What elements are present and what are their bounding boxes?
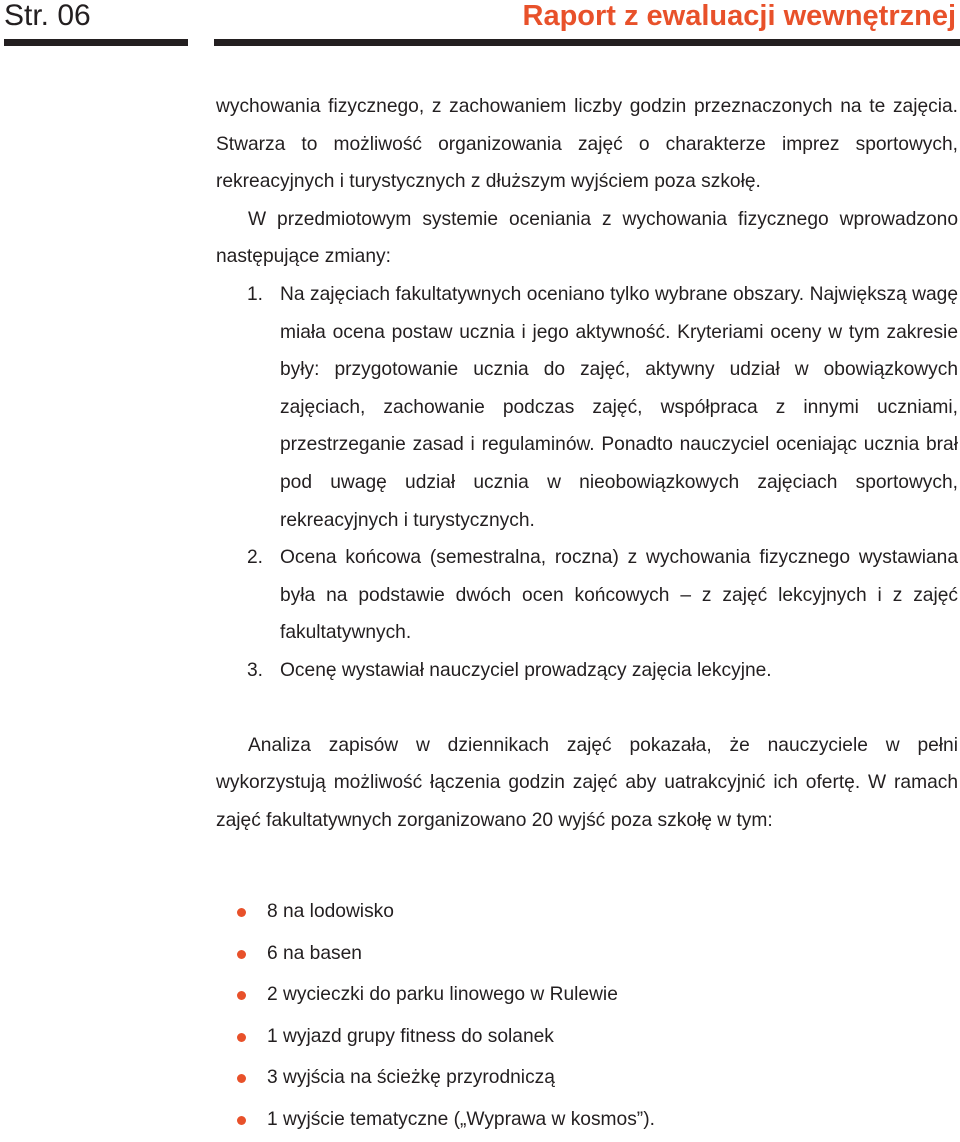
list-item — [216, 935, 655, 977]
bullet-icon — [237, 1074, 246, 1083]
list-item-number: 1. — [247, 276, 263, 314]
list-item-number: 2. — [247, 539, 263, 577]
changes-intro-paragraph: W przedmiotowym systemie oceniania z wychowania fizycznego wprowadzono następujące zmiany: — [216, 201, 958, 276]
list-item — [216, 1101, 655, 1142]
header-rule-left — [4, 39, 188, 46]
page-content — [216, 88, 958, 839]
list-item-text: Ocena końcowa (semestralna, roczna) z wychowania fizycznego wystawiana była na podstawie dwóch ocen końcowych – z zajęć lekcyjnych i z zajęć fakultatywnych. — [280, 547, 958, 643]
header-rule-right — [214, 39, 960, 46]
page-number: Str. 06 — [4, 0, 91, 34]
list-item-text: 2 wycieczki do parku linowego w Rulewie — [267, 984, 618, 1005]
list-item — [216, 539, 958, 652]
list-item-text: 1 wyjście tematyczne („Wyprawa w kosmos”). — [267, 1109, 655, 1130]
list-item-text: 6 na basen — [267, 943, 362, 964]
intro-paragraph: wychowania fizycznego, z zachowaniem liczby godzin przeznaczonych na te zajęcia. Stwarza to możliwość organizowania zajęć o charakterze imprez sportowych, rekreacyjnych i turystycznych z dłuższym wyjściem poza szkołę. — [216, 88, 958, 201]
list-item-number: 3. — [247, 652, 263, 690]
bullet-icon — [237, 991, 246, 1000]
spacer — [216, 690, 958, 727]
bullet-icon — [237, 1116, 246, 1125]
analysis-paragraph: Analiza zapisów w dziennikach zajęć pokazała, że nauczyciele w pełni wykorzystują możliwość łączenia godzin zajęć aby uatrakcyjnić ich ofertę. W ramach zajęć fakultatywnych zorganizowano 20 wyjść poza szkołę w tym: — [216, 727, 958, 840]
list-item — [216, 276, 958, 539]
document-title: Raport z ewaluacji wewnętrznej — [523, 0, 957, 34]
list-item-text: 3 wyjścia na ścieżkę przyrodniczą — [267, 1067, 555, 1088]
bullet-icon — [237, 908, 246, 917]
page-header — [0, 0, 960, 48]
list-item — [216, 893, 655, 935]
trips-list — [216, 893, 655, 1142]
changes-list — [216, 276, 958, 690]
list-item — [216, 976, 655, 1018]
bullet-icon — [237, 1033, 246, 1042]
list-item — [216, 1059, 655, 1101]
list-item-text: 8 na lodowisko — [267, 901, 394, 922]
list-item — [216, 1018, 655, 1060]
list-item — [216, 652, 958, 690]
list-item-text: 1 wyjazd grupy fitness do solanek — [267, 1026, 554, 1047]
list-item-text: Ocenę wystawiał nauczyciel prowadzący zajęcia lekcyjne. — [280, 660, 772, 681]
bullet-icon — [237, 950, 246, 959]
list-item-text: Na zajęciach fakultatywnych oceniano tylko wybrane obszary. Największą wagę miała ocena postaw ucznia i jego aktywność. Kryteriami oceny w tym zakresie były: przygotowanie ucznia do zajęć, aktywny udział w obowiązkowych zajęciach, zachowanie podczas zajęć, współpraca z innymi uczniami, przestrzeganie zasad i regulaminów. Ponadto nauczyciel oceniając ucznia brał pod uwagę udział ucznia w nieobowiązkowych zajęciach sportowych, rekreacyjnych i turystycznych. — [280, 284, 958, 531]
